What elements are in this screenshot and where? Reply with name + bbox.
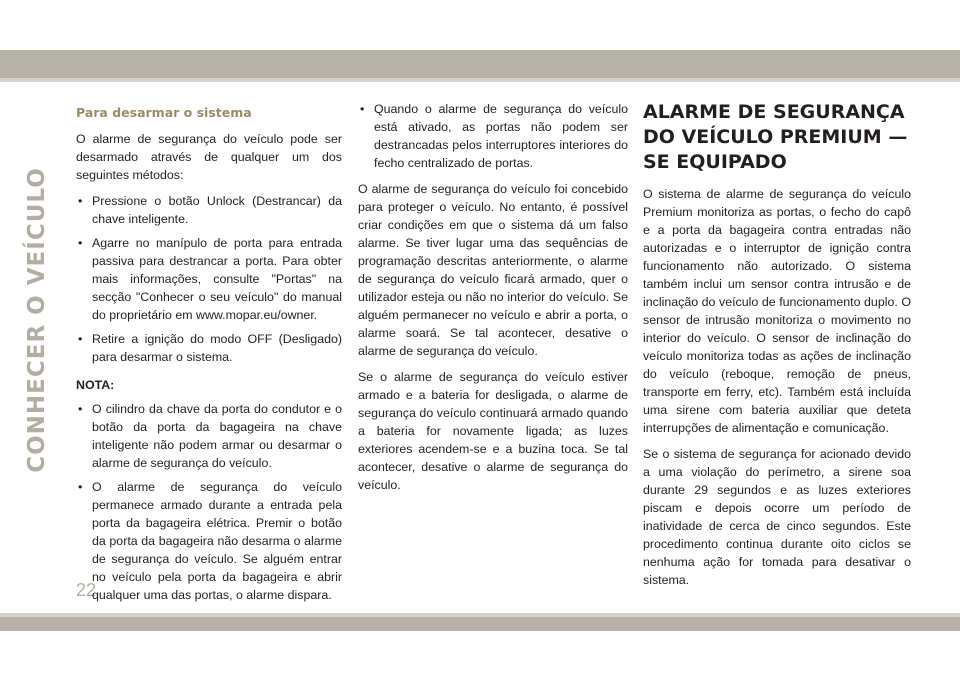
- list-item: • O cilindro da chave da porta do condutor e o botão da porta da bagageira na chave inteligente não podem armar ou desarmar o alarme de segurança do veículo.: [76, 400, 342, 472]
- subsection-heading: Para desarmar o sistema: [76, 105, 252, 120]
- list-item: • Agarre no manípulo de porta para entrada passiva para destrancar a porta. Para obter mais informações, consulte "Portas" na secção "Conhecer o seu veículo" do manual do proprietário em www.mopar.eu/owner.: [76, 234, 342, 324]
- paragraph: Se o alarme de segurança do veículo estiver armado e a bateria for desligada, o alarme de segurança do veículo continuará armado quando a bateria for novamente ligada; as luzes exteriores acendem-se e a buzina toca. Se tal acontecer, desative o alarme de segurança do veículo.: [358, 370, 628, 492]
- section-title-line: ALARME DE SEGURANÇA: [643, 101, 905, 123]
- section-title-line: SE EQUIPADO: [643, 151, 787, 173]
- paragraph: O sistema de alarme de segurança do veículo Premium monitoriza as portas, o fecho do capô e a porta da bagageira contra entradas não autorizadas e o interruptor de ignição contra funcionamento não autorizado. O sistema também inclui um sensor contra intrusão e de inclinação do veículo de funcionamento duplo. O sensor de intrusão monitoriza o movimento no interior do veículo. O sensor de inclinação do veículo monitoriza todas as ações de inclinação do veículo (reboque, remoção de pneus, transporte em ferry, etc). Também está incluída uma sirene com bateria auxiliar que deteta interrupções de alimentação e comunicação.: [643, 187, 911, 435]
- list-item: • O alarme de segurança do veículo permanece armado durante a entrada pela porta da bagageira elétrica. Premir o botão da porta da bagageira não desarma o alarme de segurança do veículo. Se alguém entrar no veículo pela porta da bagageira e abrir qualquer uma das portas, o alarme dispara.: [76, 478, 342, 604]
- chapter-side-label: CONHECER O VEÍCULO: [24, 167, 50, 473]
- column-right: [643, 100, 911, 597]
- bullet-list: [358, 100, 628, 172]
- page-number: 22: [76, 580, 97, 600]
- column-middle: [358, 100, 628, 502]
- section-title: [643, 100, 911, 175]
- list-item: • Pressione o botão Unlock (Destrancar) da chave inteligente.: [76, 192, 342, 228]
- list-item: • Quando o alarme de segurança do veículo está ativado, as portas não podem ser destrancadas pelos interruptores interiores do fecho centralizado de portas.: [358, 100, 628, 172]
- bullet-list: [76, 192, 342, 366]
- column-left: [76, 100, 342, 612]
- paragraph: O alarme de segurança do veículo pode ser desarmado através de qualquer um dos seguintes métodos:: [76, 132, 342, 182]
- paragraph: Se o sistema de segurança for acionado devido a uma violação do perímetro, a sirene soa durante 29 segundos e as luzes exteriores piscam e depois ocorre um período de inatividade de cerca de cinco segundos. Este procedimento continua durante oito ciclos se nenhuma ação for tomada para desativar o sistema.: [643, 447, 911, 587]
- paragraph: O alarme de segurança do veículo foi concebido para proteger o veículo. No entanto, é possível criar condições em que o sistema dá um falso alarme. Se tiver lugar uma das sequências de programação descritas anteriormente, o alarme de segurança do veículo ficará armado, quer o utilizador esteja ou não no interior do veículo. Se alguém permanecer no veículo e abrir a porta, o alarme soará. Se tal acontecer, desative o alarme de segurança do veículo.: [358, 182, 628, 358]
- header-band-line: [0, 78, 960, 82]
- section-title-line: DO VEÍCULO PREMIUM —: [643, 126, 908, 148]
- footer-band: [0, 617, 960, 631]
- header-band: [0, 50, 960, 78]
- note-label: NOTA:: [76, 378, 115, 392]
- note-list: [76, 400, 342, 604]
- list-item: • Retire a ignição do modo OFF (Desligado) para desarmar o sistema.: [76, 330, 342, 366]
